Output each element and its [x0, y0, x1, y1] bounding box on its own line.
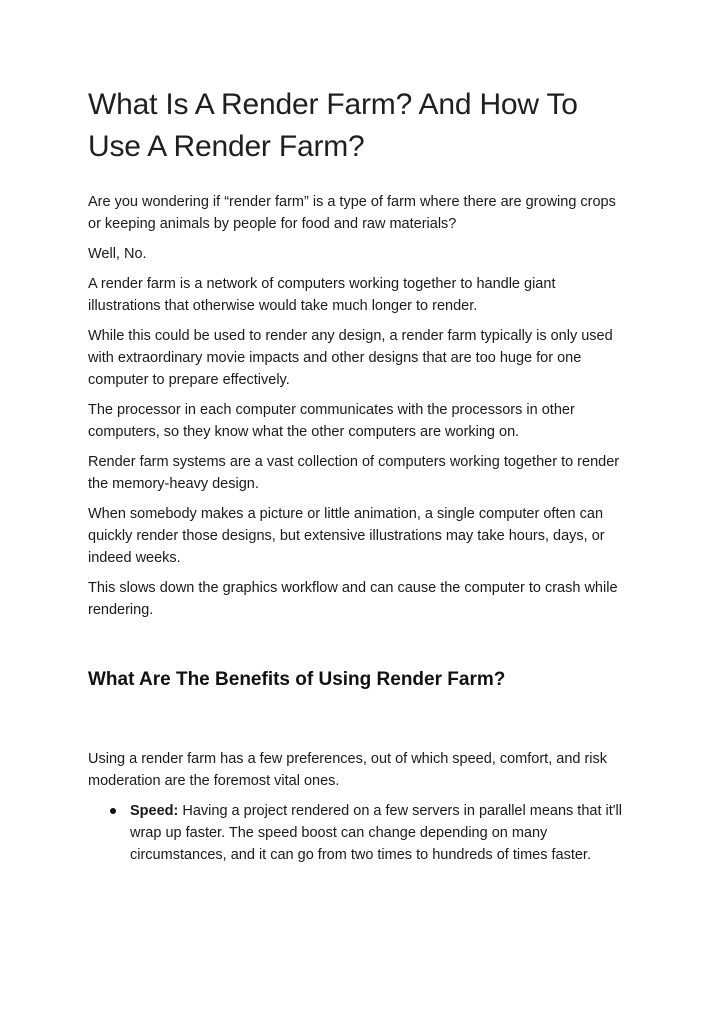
- bullet-term: Speed:: [130, 803, 179, 819]
- paragraph: When somebody makes a picture or little animation, a single computer often can quickly render those designs, but extensive illustrations may take hours, days, or indeed weeks.: [88, 506, 605, 566]
- bullet-text: Having a project rendered on a few servers in parallel means that it'll wrap up faster. The speed boost can change depending on many circumstances, and it can go from two times to hundreds of times faster.: [130, 803, 622, 863]
- benefits-list: [88, 800, 632, 866]
- section-heading: What Are The Benefits of Using Render Farm?: [88, 669, 506, 690]
- paragraph: Are you wondering if “render farm” is a type of farm where there are growing crops or keeping animals by people for food and raw materials?: [88, 194, 616, 232]
- paragraph: The processor in each computer communicates with the processors in other computers, so they know what the other computers are working on.: [88, 402, 575, 440]
- bullet-icon: [110, 808, 116, 814]
- paragraph: While this could be used to render any design, a render farm typically is only used with extraordinary movie impacts and other designs that are too huge for one computer to prepare effectively.: [88, 328, 613, 388]
- page-title: What Is A Render Farm? And How To Use A Render Farm?: [88, 88, 578, 163]
- article-body: [88, 191, 632, 621]
- section-intro: Using a render farm has a few preferences, out of which speed, comfort, and risk moderation are the foremost vital ones.: [88, 751, 608, 789]
- paragraph: Render farm systems are a vast collection of computers working together to render the memory-heavy design.: [88, 454, 620, 492]
- paragraph: This slows down the graphics workflow and can cause the computer to crash while rendering.: [88, 580, 618, 618]
- paragraph: Well, No.: [88, 246, 147, 262]
- list-item: [88, 800, 632, 866]
- paragraph: A render farm is a network of computers working together to handle giant illustrations that otherwise would take much longer to render.: [88, 276, 556, 314]
